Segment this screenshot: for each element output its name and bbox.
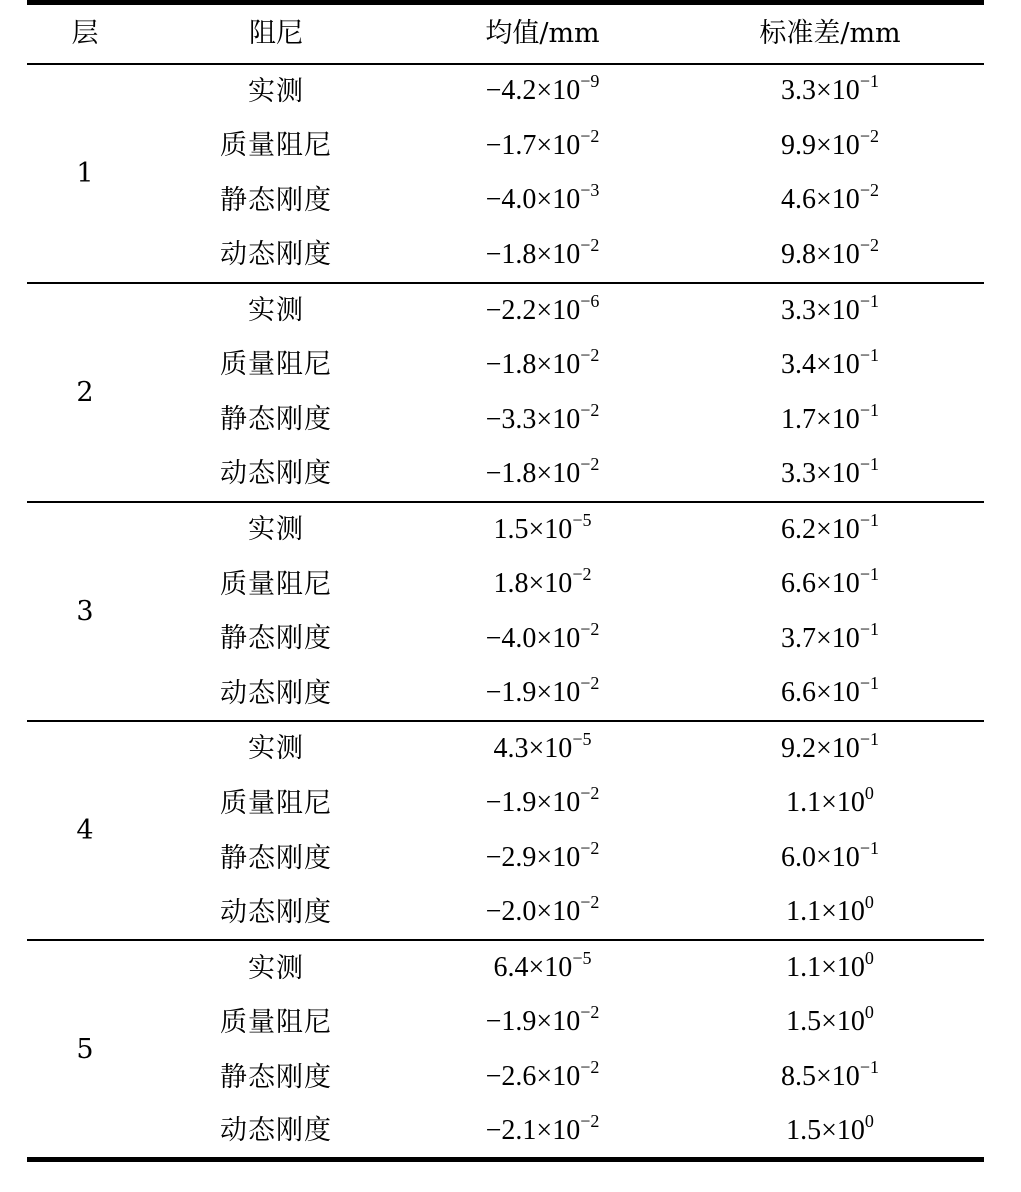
damping-cell: 质量阻尼 (220, 349, 332, 381)
damping-cell: 质量阻尼 (220, 787, 332, 819)
damping-cell: 动态刚度 (220, 458, 332, 490)
mean-cell-mantissa: −1.7×10 (485, 129, 581, 161)
std-cell-exponent: −2 (859, 234, 879, 255)
mean-cell-value (485, 344, 600, 380)
mean-cell-mantissa: 1.5×10 (493, 513, 573, 545)
std-cell-exponent: −2 (859, 180, 879, 201)
std-cell-mantissa: 1.5×10 (786, 1006, 865, 1038)
damping-cell: 实测 (248, 733, 304, 765)
mean-cell (409, 776, 676, 831)
mean-cell-exponent: −2 (580, 892, 600, 913)
std-cell (676, 611, 984, 666)
table-row (27, 885, 984, 940)
mean-cell-value (485, 838, 600, 874)
std-cell-mantissa: 1.5×10 (786, 1114, 865, 1146)
damping-cell: 静态刚度 (220, 1061, 332, 1093)
mean-cell-mantissa: −2.9×10 (485, 842, 581, 874)
std-cell-exponent: −1 (859, 290, 879, 311)
damping-cell: 实测 (248, 75, 304, 107)
layer-cell: 1 (76, 157, 94, 189)
mean-cell-value (485, 125, 600, 161)
mean-cell (409, 392, 676, 447)
mean-cell-mantissa: −1.8×10 (485, 348, 581, 380)
mean-cell (409, 940, 676, 995)
std-cell-mantissa: 6.6×10 (781, 677, 860, 709)
std-cell (676, 995, 984, 1050)
layer-cell: 3 (76, 595, 94, 627)
std-cell (676, 666, 984, 721)
std-cell (676, 173, 984, 228)
layer-cell: 5 (76, 1033, 94, 1065)
mean-cell-exponent: −2 (580, 453, 600, 474)
layer-group (27, 283, 984, 502)
std-cell-value (781, 180, 879, 216)
std-cell-mantissa: 6.0×10 (781, 842, 860, 874)
table-row (27, 940, 984, 995)
std-cell-value (781, 838, 879, 874)
damping-cell: 静态刚度 (220, 623, 332, 655)
std-cell-value (781, 509, 879, 545)
std-cell-mantissa: 3.3×10 (781, 294, 860, 326)
std-cell (676, 831, 984, 886)
std-cell (676, 283, 984, 338)
std-cell-mantissa: 1.1×10 (786, 952, 865, 984)
mean-cell-mantissa: −4.0×10 (485, 184, 581, 216)
mean-cell (409, 831, 676, 886)
table-row (27, 173, 984, 228)
table-row (27, 502, 984, 557)
mean-cell (409, 118, 676, 173)
mean-cell-value (485, 234, 600, 270)
std-cell-mantissa: 1.1×10 (786, 787, 865, 819)
std-cell (676, 557, 984, 612)
std-cell (676, 118, 984, 173)
std-cell-value (781, 564, 879, 600)
std-cell (676, 502, 984, 557)
std-cell (676, 776, 984, 831)
damping-cell: 实测 (248, 295, 304, 327)
std-cell (676, 885, 984, 940)
table-row (27, 337, 984, 392)
std-cell (676, 337, 984, 392)
table-row (27, 666, 984, 721)
mean-cell-value (493, 948, 592, 984)
mean-cell-exponent: −5 (572, 948, 592, 969)
std-cell-value (786, 783, 874, 819)
mean-cell-value (485, 618, 600, 654)
table-row (27, 228, 984, 283)
table-row (27, 392, 984, 447)
std-cell-exponent: 0 (864, 1110, 874, 1131)
mean-cell-value (493, 728, 592, 764)
std-cell-mantissa: 9.2×10 (781, 732, 860, 764)
std-cell (676, 64, 984, 119)
table-row (27, 776, 984, 831)
damping-cell: 静态刚度 (220, 184, 332, 216)
std-cell-mantissa: 9.9×10 (781, 129, 860, 161)
std-cell-mantissa: 1.1×10 (786, 896, 865, 928)
damping-cell: 质量阻尼 (220, 568, 332, 600)
damping-cell: 动态刚度 (220, 677, 332, 709)
std-cell-exponent: −1 (859, 1057, 879, 1078)
std-cell (676, 940, 984, 995)
std-cell (676, 721, 984, 776)
header-row (27, 3, 984, 64)
data-table (27, 0, 984, 1162)
std-cell (676, 1105, 984, 1160)
header-mean: 均值/mm (409, 3, 676, 64)
mean-cell-exponent: −2 (580, 399, 600, 420)
mean-cell-mantissa: 4.3×10 (493, 732, 573, 764)
std-cell-value (781, 673, 879, 709)
table-row (27, 721, 984, 776)
std-cell-value (786, 948, 874, 984)
table-row (27, 611, 984, 666)
mean-cell (409, 228, 676, 283)
header-damping: 阻尼 (143, 3, 409, 64)
mean-cell-exponent: −2 (580, 1110, 600, 1131)
std-cell-value (781, 344, 879, 380)
mean-cell-mantissa: −1.8×10 (485, 238, 581, 270)
table-row (27, 447, 984, 502)
document (27, 0, 984, 1162)
mean-cell (409, 1050, 676, 1105)
table-row (27, 283, 984, 338)
std-cell-exponent: −1 (859, 564, 879, 585)
mean-cell-mantissa: −4.0×10 (485, 622, 581, 654)
mean-cell (409, 611, 676, 666)
mean-cell-mantissa: −1.9×10 (485, 677, 581, 709)
mean-cell-value (485, 783, 600, 819)
layer-group (27, 721, 984, 940)
mean-cell-exponent: −2 (572, 564, 592, 585)
mean-cell-mantissa: 1.8×10 (493, 568, 573, 600)
std-cell (676, 1050, 984, 1105)
mean-cell-mantissa: −2.0×10 (485, 896, 581, 928)
mean-cell-mantissa: −1.9×10 (485, 787, 581, 819)
mean-cell (409, 173, 676, 228)
mean-cell-exponent: −2 (580, 125, 600, 146)
mean-cell-mantissa: −2.1×10 (485, 1114, 581, 1146)
std-cell-mantissa: 8.5×10 (781, 1061, 860, 1093)
damping-cell: 质量阻尼 (220, 1006, 332, 1038)
std-cell-value (786, 1002, 874, 1038)
damping-cell: 动态刚度 (220, 239, 332, 271)
mean-cell-value (485, 1110, 600, 1146)
mean-cell-value (485, 1057, 600, 1093)
mean-cell-value (485, 290, 600, 326)
std-cell-mantissa: 4.6×10 (781, 184, 860, 216)
mean-cell-value (485, 399, 600, 435)
damping-cell: 静态刚度 (220, 404, 332, 436)
std-cell-value (781, 728, 879, 764)
mean-cell-mantissa: −2.2×10 (485, 294, 581, 326)
std-cell-mantissa: 3.3×10 (781, 75, 860, 107)
std-cell-value (781, 234, 879, 270)
std-cell-exponent: −1 (859, 399, 879, 420)
std-cell-exponent: −1 (859, 509, 879, 530)
mean-cell-exponent: −2 (580, 234, 600, 255)
std-cell (676, 392, 984, 447)
std-cell-mantissa: 3.4×10 (781, 348, 860, 380)
std-cell-mantissa: 6.6×10 (781, 568, 860, 600)
std-cell-value (781, 125, 879, 161)
mean-cell (409, 721, 676, 776)
std-cell-value (786, 892, 874, 928)
std-cell-exponent: 0 (864, 892, 874, 913)
mean-cell-value (485, 71, 600, 107)
mean-cell-value (485, 673, 600, 709)
std-cell-value (781, 399, 879, 435)
mean-cell-exponent: −2 (580, 783, 600, 804)
header-std: 标准差/mm (676, 3, 984, 64)
table-row (27, 1050, 984, 1105)
mean-cell-exponent: −2 (580, 1002, 600, 1023)
mean-cell-exponent: −2 (580, 673, 600, 694)
std-cell-exponent: −1 (859, 344, 879, 365)
std-cell-value (781, 290, 879, 326)
table-header (27, 3, 984, 64)
damping-cell: 实测 (248, 514, 304, 546)
mean-cell (409, 447, 676, 502)
mean-cell-exponent: −2 (580, 838, 600, 859)
mean-cell-value (493, 564, 592, 600)
std-cell-exponent: −1 (859, 673, 879, 694)
table-row (27, 64, 984, 119)
mean-cell-exponent: −5 (572, 728, 592, 749)
mean-cell-value (485, 180, 600, 216)
damping-cell: 质量阻尼 (220, 130, 332, 162)
std-cell-exponent: −1 (859, 838, 879, 859)
mean-cell (409, 995, 676, 1050)
std-cell-value (786, 1110, 874, 1146)
damping-cell: 动态刚度 (220, 1115, 332, 1147)
table-row (27, 557, 984, 612)
mean-cell-value (493, 509, 592, 545)
mean-cell (409, 1105, 676, 1160)
mean-cell (409, 666, 676, 721)
layer-group (27, 502, 984, 721)
std-cell (676, 228, 984, 283)
mean-cell-exponent: −3 (580, 180, 600, 201)
std-cell-value (781, 1057, 879, 1093)
mean-cell-mantissa: −1.8×10 (485, 457, 581, 489)
mean-cell-exponent: −2 (580, 344, 600, 365)
damping-cell: 动态刚度 (220, 896, 332, 928)
table-row (27, 831, 984, 886)
std-cell-value (781, 453, 879, 489)
mean-cell-mantissa: −3.3×10 (485, 403, 581, 435)
std-cell-mantissa: 3.7×10 (781, 622, 860, 654)
std-cell-mantissa: 1.7×10 (781, 403, 860, 435)
table-row (27, 1105, 984, 1160)
layer-cell: 4 (76, 815, 94, 847)
mean-cell-value (485, 453, 600, 489)
std-cell-exponent: 0 (864, 1002, 874, 1023)
mean-cell-mantissa: −2.6×10 (485, 1061, 581, 1093)
mean-cell-exponent: −2 (580, 1057, 600, 1078)
table-row (27, 995, 984, 1050)
std-cell-mantissa: 9.8×10 (781, 238, 860, 270)
std-cell-exponent: −1 (859, 618, 879, 639)
mean-cell-exponent: −9 (580, 71, 600, 92)
mean-cell-value (485, 892, 600, 928)
mean-cell (409, 502, 676, 557)
std-cell-exponent: −1 (859, 453, 879, 474)
mean-cell (409, 337, 676, 392)
std-cell-exponent: −2 (859, 125, 879, 146)
mean-cell-mantissa: 6.4×10 (493, 952, 573, 984)
mean-cell (409, 64, 676, 119)
std-cell-value (781, 71, 879, 107)
mean-cell-exponent: −5 (572, 509, 592, 530)
mean-cell-value (485, 1002, 600, 1038)
mean-cell-exponent: −2 (580, 618, 600, 639)
mean-cell (409, 557, 676, 612)
damping-cell: 静态刚度 (220, 842, 332, 874)
std-cell-value (781, 618, 879, 654)
mean-cell-mantissa: −4.2×10 (485, 75, 581, 107)
std-cell-exponent: 0 (864, 948, 874, 969)
std-cell-mantissa: 6.2×10 (781, 513, 860, 545)
mean-cell-exponent: −6 (580, 290, 600, 311)
std-cell-exponent: 0 (864, 783, 874, 804)
std-cell (676, 447, 984, 502)
layer-cell: 2 (76, 376, 94, 408)
layer-group (27, 940, 984, 1159)
mean-cell (409, 283, 676, 338)
std-cell-exponent: −1 (859, 71, 879, 92)
layer-group (27, 64, 984, 283)
mean-cell (409, 885, 676, 940)
header-layer: 层 (27, 3, 143, 64)
table-row (27, 118, 984, 173)
std-cell-mantissa: 3.3×10 (781, 457, 860, 489)
std-cell-exponent: −1 (859, 728, 879, 749)
mean-cell-mantissa: −1.9×10 (485, 1006, 581, 1038)
damping-cell: 实测 (248, 952, 304, 984)
